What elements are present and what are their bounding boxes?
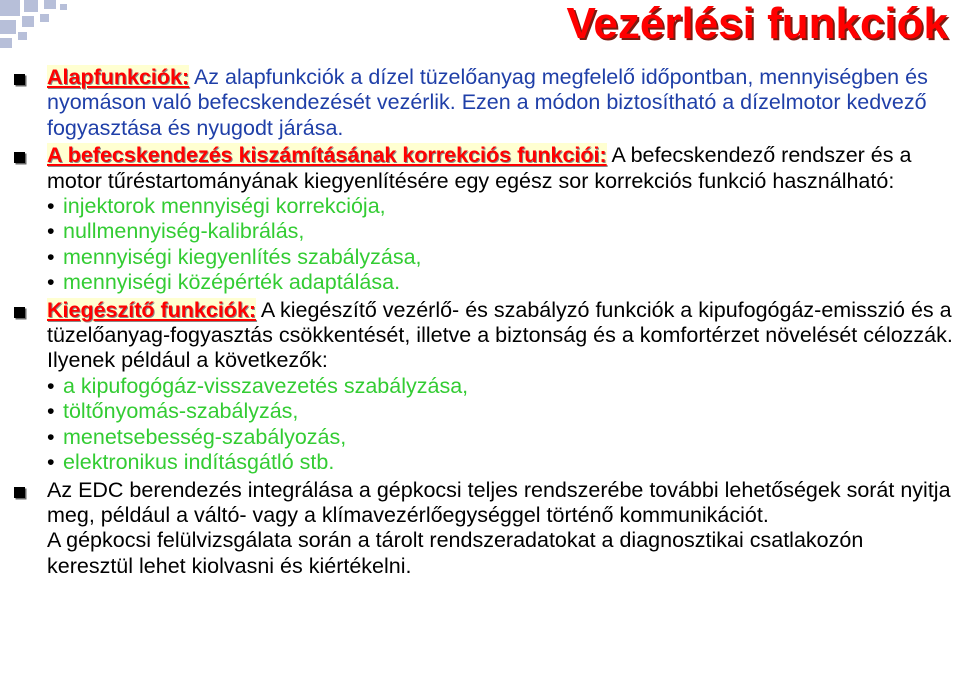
section-text: Az alapfunkciók a dízel tüzelőanyag megfelelő időpontban, mennyiségben és nyomáson való befecskendezését vezérlik. Ezen a módon biztosítható a dízelmotor kedvező fogyasztása és nyugodt járása. bbox=[47, 65, 928, 140]
section-correction-functions bbox=[10, 143, 955, 295]
section-heading: Kiegészítő funkciók: bbox=[47, 297, 257, 322]
square-bullet-icon bbox=[14, 487, 25, 498]
list-item: • töltőnyomás-szabályzás, bbox=[47, 399, 955, 424]
list-item: • injektorok mennyiségi korrekciója, bbox=[47, 194, 955, 219]
section-text-continued: A gépkocsi felülvizsgálata során a tárolt rendszeradatokat a diagnosztikai csatlakozón keresztül lehet kiolvasni és kiértékelni. bbox=[47, 528, 864, 578]
section-text: A befecskendező rendszer és a motor tűréstartományának kiegyenlítésére egy egész sor korrekciós funkció használható: bbox=[47, 143, 912, 193]
slide-body bbox=[10, 65, 955, 579]
square-bullet-icon bbox=[14, 152, 25, 163]
list-item: • menetsebesség-szabályozás, bbox=[47, 425, 955, 450]
section-heading: A befecskendezés kiszámításának korrekciós funkciói: bbox=[47, 143, 607, 168]
section-basic-functions bbox=[10, 65, 955, 141]
section-text: Az EDC berendezés integrálása a gépkocsi teljes rendszerébe további lehetőségek sorát nyitja meg, például a váltó- vagy a klímavezérlőegységgel történő kommunikációt. bbox=[47, 477, 951, 527]
section-text: A kiegészítő vezérlő- és szabályzó funkciók a kipufogógáz-emisszió és a tüzelőanyag-fogyasztás csökkentését, illetve a biztonság és a komfortérzet növelését célozzák. Ilyenek például a következők: bbox=[47, 297, 953, 373]
list-item: • elektronikus indításgátló stb. bbox=[47, 450, 955, 475]
section-edc-integration bbox=[10, 478, 955, 580]
list-item: • nullmennyiség-kalibrálás, bbox=[47, 219, 955, 244]
square-bullet-icon bbox=[14, 307, 25, 318]
square-bullet-icon bbox=[14, 74, 25, 85]
list-item: • mennyiségi középérték adaptálása. bbox=[47, 270, 955, 295]
list-item: • mennyiségi kiegyenlítés szabályzása, bbox=[47, 245, 955, 270]
section-heading: Alapfunkciók: bbox=[47, 65, 190, 89]
section-supplementary-functions bbox=[10, 298, 955, 476]
decorative-corner-squares bbox=[0, 0, 78, 62]
list-item: • a kipufogógáz-visszavezetés szabályzása, bbox=[47, 374, 955, 399]
page-title: Vezérlési funkciók bbox=[566, 0, 948, 48]
